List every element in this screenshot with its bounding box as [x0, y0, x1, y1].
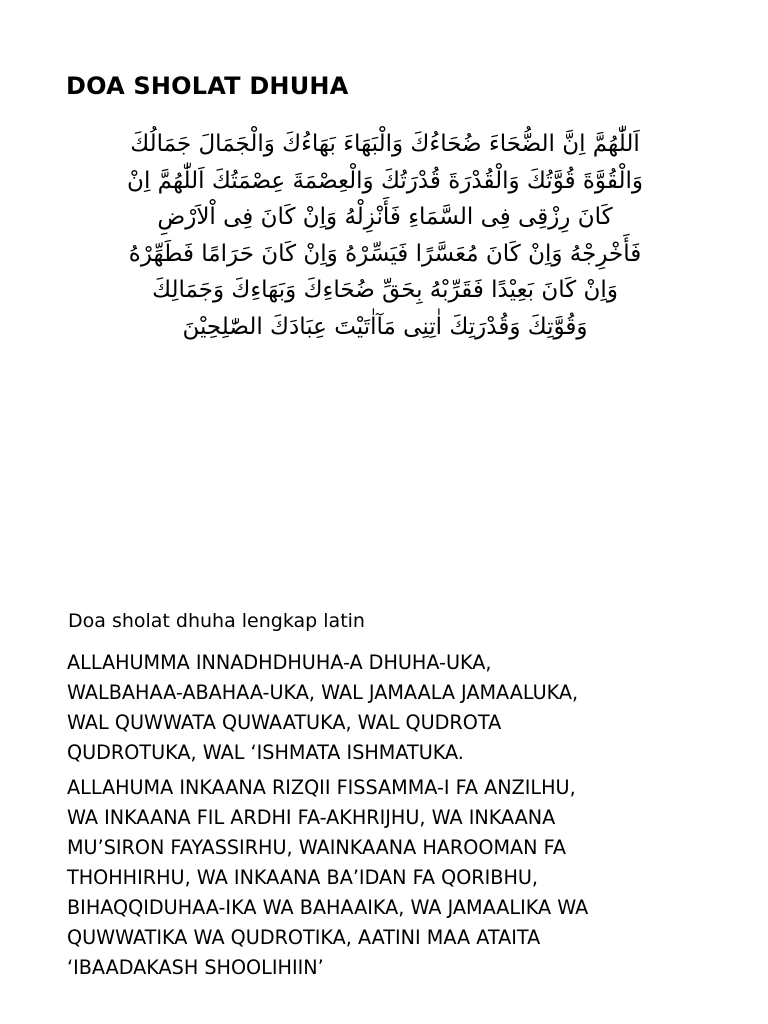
latin-line: WAL QUWWATA QUWAATUKA, WAL QUDROTA — [67, 711, 502, 734]
latin-line: ALLAHUMMA INNADHDHUHA-A DHUHA-UKA, — [67, 651, 492, 674]
latin-line: THOHHIRHU, WA INKAANA BA’IDAN FA QORIBHU, — [67, 866, 539, 889]
latin-line: QUWWATIKA WA QUDROTIKA, AATINI MAA ATAITA — [67, 926, 541, 949]
arabic-line: وَقُوَّتِكَ وَقُدْرَتِكَ اٰتِنِى مَآاٰتَيْتَ عِبَادَكَ الصّٰلِحِيْنَ — [182, 313, 588, 340]
latin-line: QUDROTUKA, WAL ‘ISHMATA ISHMATUKA. — [67, 741, 464, 764]
arabic-line: فَأَخْرِجْهُ وَاِنْ كَانَ مُعَسَّرًا فَيَسِّرْهُ وَاِنْ كَانَ حَرَامًا فَطَهِّرْهُ — [128, 240, 642, 267]
latin-line: MU’SIRON FAYASSIRHU, WAINKAANA HAROOMAN FA — [67, 836, 567, 859]
arabic-prayer-text — [60, 126, 710, 345]
latin-heading: Doa sholat dhuha lengkap latin — [68, 610, 365, 632]
latin-line: WALBAHAA-ABAHAA-UKA, WAL JAMAALA JAMAALUKA, — [67, 681, 579, 704]
arabic-line: كَانَ رِزْقِى فِى السَّمَاءِ فَأَنْزِلْهُ وَاِنْ كَانَ فِى اْلاَرْضِ — [157, 204, 613, 230]
latin-line: WA INKAANA FIL ARDHI FA-AKHRIJHU, WA INKAANA — [67, 806, 556, 829]
latin-line: ‘IBAADAKASH SHOOLIHIIN’ — [67, 956, 324, 979]
arabic-line: اَللّٰهُمَّ اِنَّ الضُّحَاءَ ضُحَاءُكَ وَالْبَهَاءَ بَهَاءُكَ وَالْجَمَالَ جَمَالُكَ — [130, 131, 640, 157]
arabic-line: وَالْقُوَّةَ قُوَّتُكَ وَالْقُدْرَةَ قُدْرَتُكَ وَالْعِصْمَةَ عِصْمَتُكَ اَللّٰهُمَّ اِنْ — [127, 167, 643, 194]
latin-line: ALLAHUMA INKAANA RIZQII FISSAMMA-I FA ANZILHU, — [67, 776, 576, 799]
latin-line: BIHAQQIDUHAA-IKA WA BAHAAIKA, WA JAMAALIKA WA — [67, 896, 589, 919]
arabic-line: وَاِنْ كَانَ بَعِيْدًا فَقَرِّبْهُ بِحَقِّ ضُحَاءِكَ وَبَهَاءِكَ وَجَمَالِكَ — [152, 277, 618, 303]
latin-paragraph-1 — [67, 648, 747, 768]
page-title: DOA SHOLAT DHUHA — [66, 72, 349, 100]
latin-paragraph-2 — [67, 773, 747, 983]
